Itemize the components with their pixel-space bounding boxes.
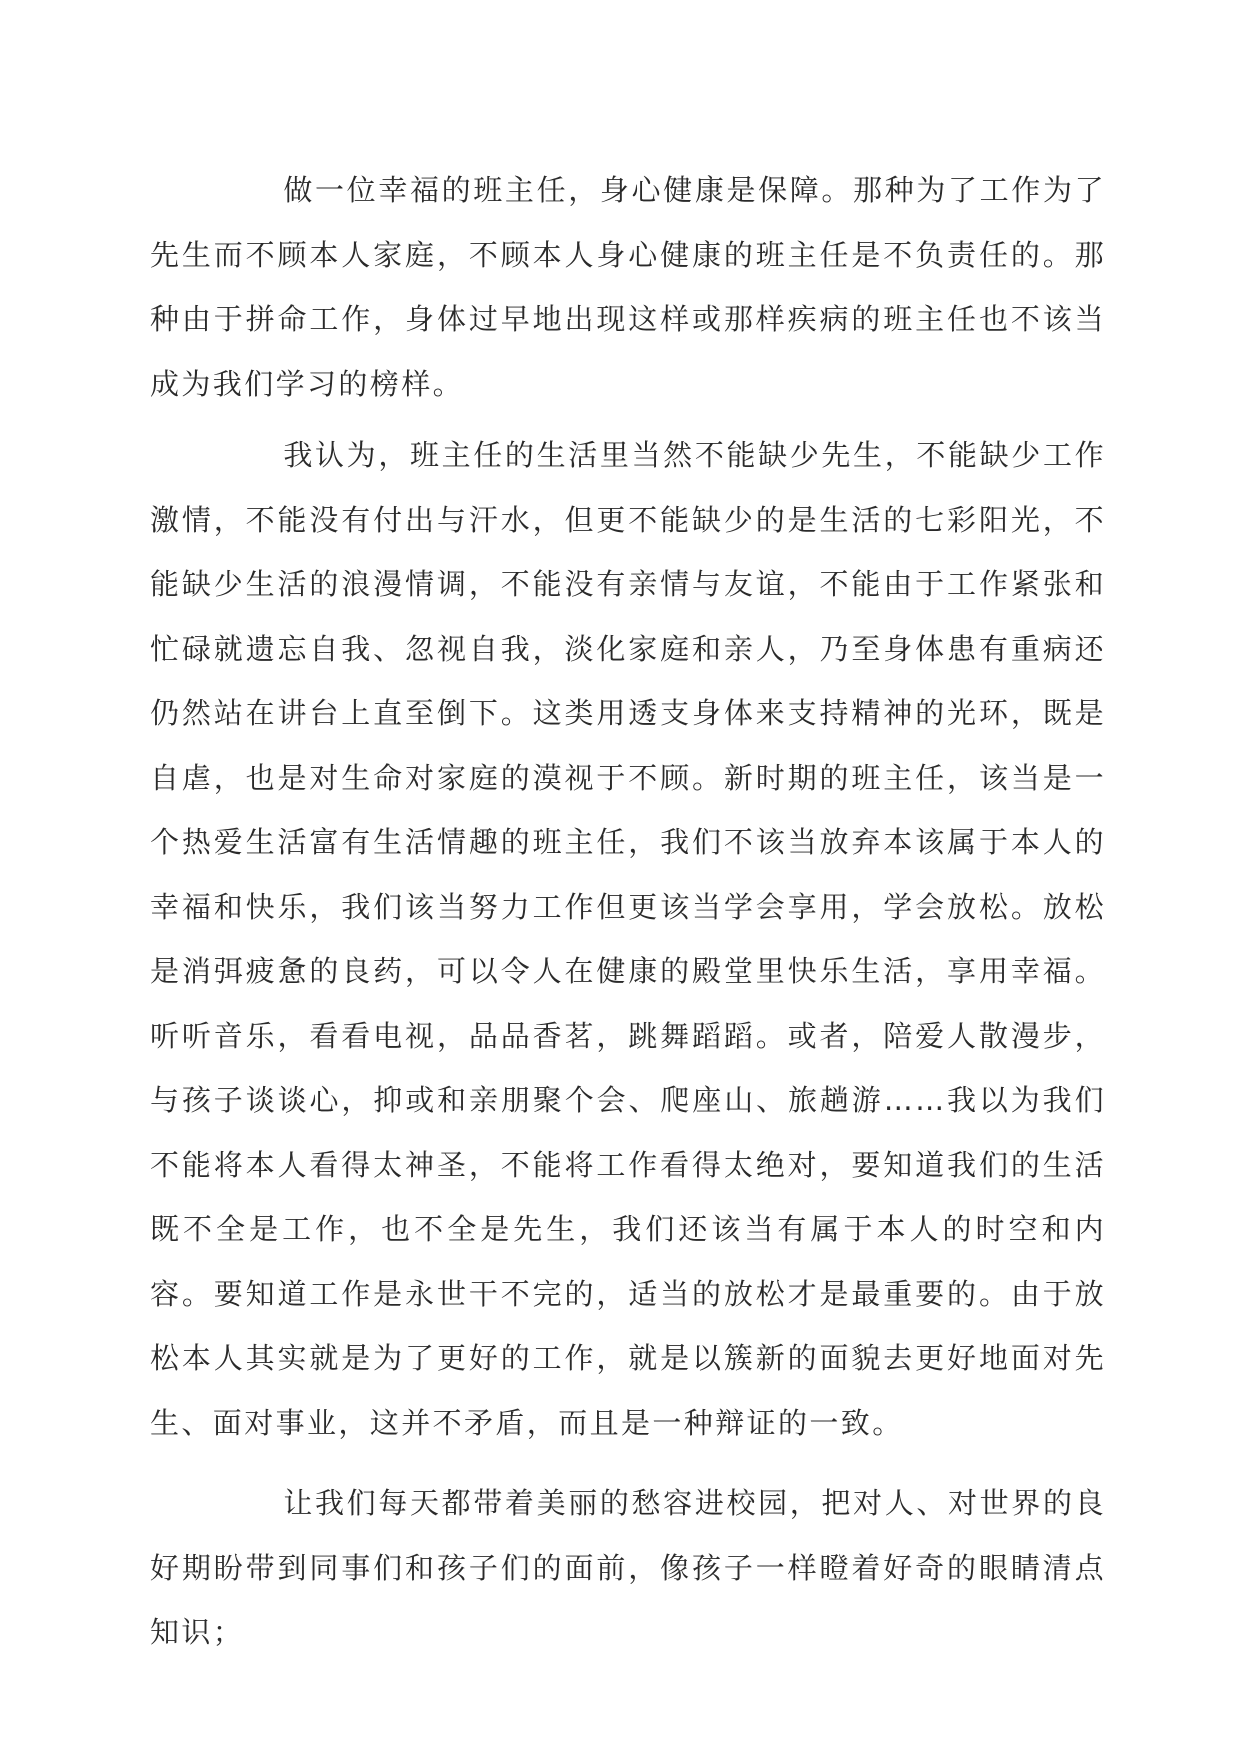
paragraph-campus: 让我们每天都带着美丽的愁容进校园，把对人、对世界的良好期盼带到同事们和孩子们的面前，像孩子一样瞪着好奇的眼睛清点知识； (150, 1486, 1106, 1649)
paragraph-life-balance: 我认为，班主任的生活里当然不能缺少先生，不能缺少工作激情，不能没有付出与汗水，但更不能缺少的是生活的七彩阳光，不能缺少生活的浪漫情调，不能没有亲情与友谊，不能由于工作紧张和忙碌就遗忘自我、忽视自我，淡化家庭和亲人，乃至身体患有重病还仍然站在讲台上直至倒下。这类用透支身体来支持精神的光环，既是自虐，也是对生命对家庭的漠视于不顾。新时期的班主任，该当是一个热爱生活富有生活情趣的班主任，我们不该当放弃本该属于本人的幸福和快乐，我们该当努力工作但更该当学会享用，学会放松。放松是消弭疲惫的良药，可以令人在健康的殿堂里快乐生活，享用幸福。听听音乐，看看电视，品品香茗，跳舞蹈蹈。或者，陪爱人散漫步，与孩子谈谈心，抑或和亲朋聚个会、爬座山、旅趟游……我以为我们不能将本人看得太神圣，不能将工作看得太绝对，要知道我们的生活既不全是工作，也不全是先生，我们还该当有属于本人的时空和内容。要知道工作是永世干不完的，适当的放松才是最重要的。由于放松本人其实就是为了更好的工作，就是以簇新的面貌去更好地面对先生、面对事业，这并不矛盾，而且是一种辩证的一致。 (150, 438, 1106, 1440)
paragraph-health: 做一位幸福的班主任，身心健康是保障。那种为了工作为了先生而不顾本人家庭，不顾本人身心健康的班主任是不负责任的。那种由于拼命工作，身体过早地出现这样或那样疾病的班主任也不该当成为我们学习的榜样。 (150, 173, 1106, 401)
document-page (150, 158, 1106, 1665)
